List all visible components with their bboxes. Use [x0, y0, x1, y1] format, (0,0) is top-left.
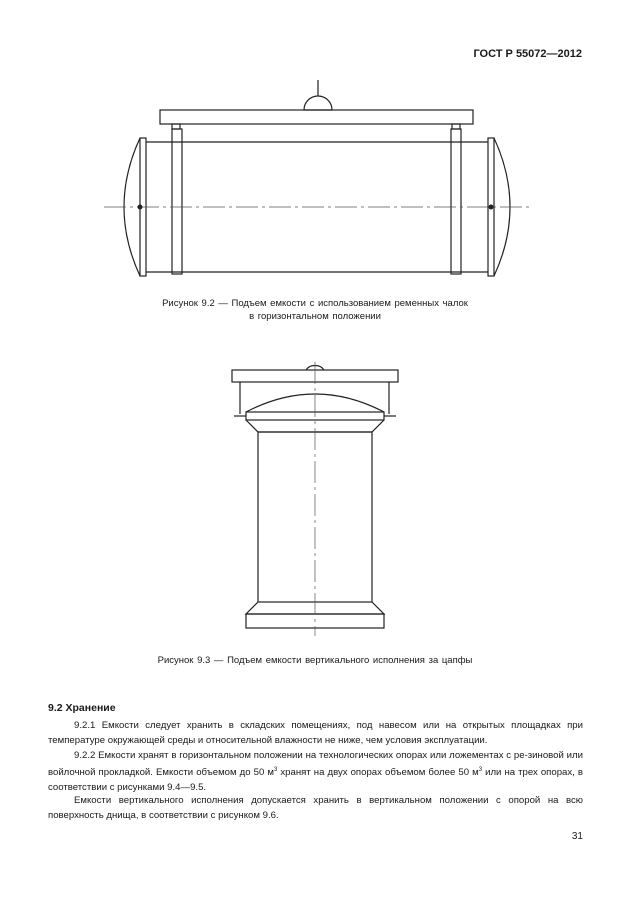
p2-superscript-1: 3 — [273, 767, 278, 773]
p2-text-a: 9.2.2 Емкости хранят в горизонтальном положении на технологических опорах или ложементах с ре-зиновой или войлочной прокладкой. Емкости объемом до 50 м — [48, 750, 583, 779]
p2-text-b: хранят на двух опорах объемом более 50 м — [277, 767, 479, 779]
p2-text-c: или на трех опорах, в соответствии с рисунками 9.4—9.5. — [48, 767, 584, 794]
figure-9-2-caption-line2: в горизонтальном положении — [249, 311, 381, 322]
section-title: 9.2 Хранение — [48, 702, 116, 714]
document-header-standard: ГОСТ Р 55072—2012 — [473, 48, 582, 60]
p2-superscript-2: 3 — [478, 767, 483, 773]
figure-9-2-caption-line1: Рисунок 9.2 — Подъем емкости с использованием ременных чалок — [162, 298, 468, 309]
page-number: 31 — [571, 831, 583, 842]
paragraph-vertical-storage: Емкости вертикального исполнения допускается хранить в вертикальном положении с опорой на всю поверхность днища, в соответствии с рисунком 9.6. — [48, 795, 583, 821]
paragraph-9-2-1: 9.2.1 Емкости следует хранить в складских помещениях, под навесом или на открытых площадках при температуре окружающей среды и относительной влажности не ниже, чем условия эксплуатации. — [48, 720, 583, 746]
paragraph-9-2-2 — [48, 748, 583, 795]
figure-9-3-caption: Рисунок 9.3 — Подъем емкости вертикального исполнения за цапфы — [157, 655, 473, 666]
